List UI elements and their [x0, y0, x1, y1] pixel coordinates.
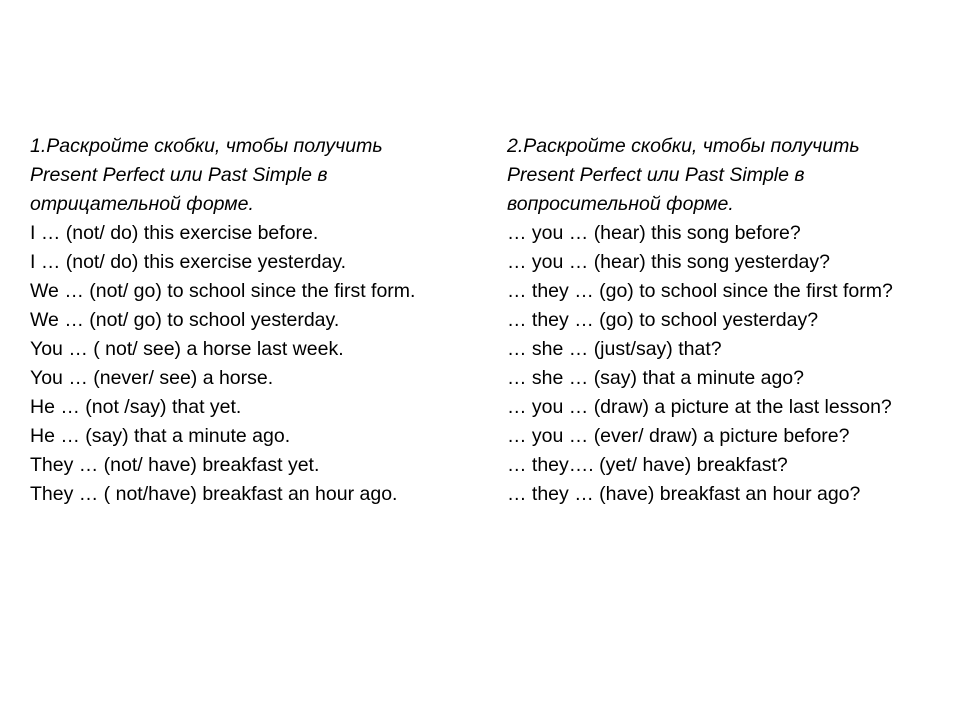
exercise-sentence: … you … (ever/ draw) a picture before?	[507, 425, 850, 447]
exercise-sentence: … they … (go) to school since the first form?	[507, 280, 893, 302]
right-task-sentences	[507, 219, 952, 509]
left-task-heading	[30, 132, 485, 219]
heading-line: 2.Раскройте скобки, чтобы получить	[507, 135, 860, 157]
exercise-sentence: … they…. (yet/ have) breakfast?	[507, 454, 788, 476]
exercise-sentence: … she … (say) that a minute ago?	[507, 367, 804, 389]
exercise-sentence: … you … (hear) this song before?	[507, 222, 801, 244]
exercise-sentence: You … (never/ see) a horse.	[30, 367, 274, 389]
exercise-sentence: I … (not/ do) this exercise yesterday.	[30, 251, 347, 273]
exercise-sentence: … they … (have) breakfast an hour ago?	[507, 483, 861, 505]
exercise-sentence: I … (not/ do) this exercise before.	[30, 222, 319, 244]
exercise-sentence: They … ( not/have) breakfast an hour ago.	[30, 483, 398, 505]
heading-line: отрицательной форме.	[30, 193, 254, 215]
exercise-sentence: … she … (just/say) that?	[507, 338, 722, 360]
heading-line: 1.Раскройте скобки, чтобы получить	[30, 135, 383, 157]
exercise-sentence: … they … (go) to school yesterday?	[507, 309, 819, 331]
heading-line: вопросительной форме.	[507, 193, 734, 215]
exercise-sentence: He … (say) that a minute ago.	[30, 425, 291, 447]
exercise-sentence: He … (not /say) that yet.	[30, 396, 242, 418]
exercise-sentence: We … (not/ go) to school yesterday.	[30, 309, 340, 331]
left-task-sentences	[30, 219, 485, 509]
right-task-heading	[507, 132, 952, 219]
exercise-sentence: … you … (hear) this song yesterday?	[507, 251, 830, 273]
heading-line: Present Perfect или Past Simple в	[30, 164, 328, 186]
exercise-sentence: They … (not/ have) breakfast yet.	[30, 454, 320, 476]
right-task-column	[507, 132, 952, 509]
exercise-sentence: … you … (draw) a picture at the last lesson?	[507, 396, 892, 418]
left-task-column	[30, 132, 485, 509]
exercise-sentence: We … (not/ go) to school since the first form.	[30, 280, 416, 302]
exercise-sentence: You … ( not/ see) a horse last week.	[30, 338, 344, 360]
heading-line: Present Perfect или Past Simple в	[507, 164, 805, 186]
